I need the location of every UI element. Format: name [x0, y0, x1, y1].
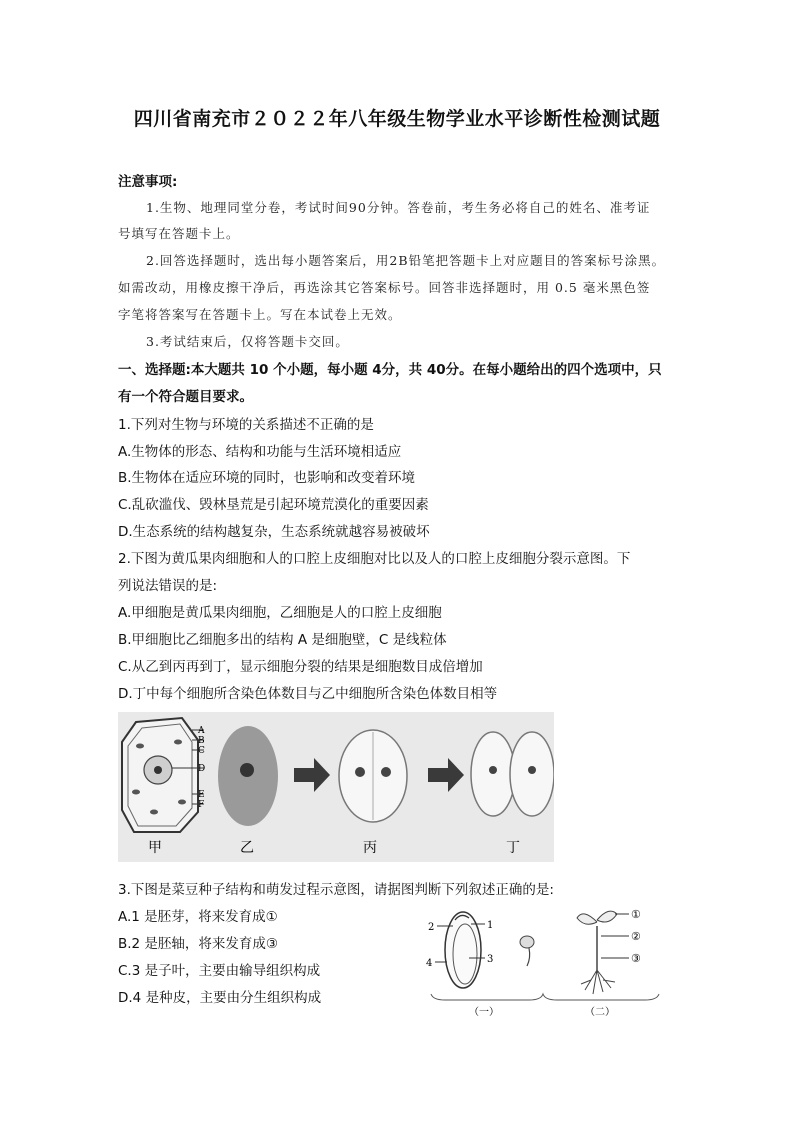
radicle — [527, 948, 530, 966]
question-option: D.生态系统的结构越复杂，生态系统就越容易被破坏 — [118, 524, 430, 540]
caption-ding: 丁 — [506, 840, 520, 856]
caption-jia: 甲 — [148, 840, 162, 856]
caption-1: （一） — [469, 1007, 499, 1018]
question-option: B.生物体在适应环境的同时，也影响和改变着环境 — [118, 470, 416, 486]
question-option: A.甲细胞是黄瓜果肉细胞，乙细胞是人的口腔上皮细胞 — [118, 605, 442, 621]
seed-coat — [445, 912, 481, 988]
chloroplast — [178, 800, 186, 805]
page-title: 四川省南充市２０２２年八年级生物学业水平诊断性检测试题 — [133, 108, 661, 130]
notice-item: 1.生物、地理同堂分卷，考试时间90分钟。答卷前，考生务必将自己的姓名、准考证 — [146, 200, 651, 215]
label-2: 2 — [428, 922, 435, 933]
notice-item: 如需改动，用橡皮擦干净后，再选涂其它答案标号。回答非选择题时，用 0.5 毫米黑色签 — [118, 280, 651, 295]
cell-division-figure — [118, 712, 554, 862]
chloroplast — [150, 810, 158, 815]
label-f: F — [198, 800, 205, 810]
label-circle-1: ① — [631, 908, 641, 921]
nucleus — [489, 766, 497, 774]
question-option: D.4 是种皮，主要由分生组织构成 — [118, 990, 322, 1006]
notice-item: 3.考试结束后，仅将答题卡交回。 — [146, 334, 349, 349]
question-option: B.2 是胚轴，将来发育成③ — [118, 936, 279, 952]
label-c: C — [198, 746, 205, 756]
label-d: D — [198, 764, 206, 774]
nucleus — [355, 767, 365, 777]
roots — [581, 970, 615, 994]
notice-item: 2.回答选择题时，选出每小题答案后，用2B铅笔把答题卡上对应题目的答案标号涂黑。 — [146, 253, 666, 268]
leaf — [577, 914, 597, 924]
sprouting-seed — [520, 936, 534, 948]
question-stem: 1.下列对生物与环境的关系描述不正确的是 — [118, 417, 374, 433]
bean-seed-figure — [425, 898, 670, 1018]
label-1: 1 — [487, 920, 494, 931]
bracket — [431, 994, 659, 1000]
label-b: B — [198, 736, 205, 746]
notice-heading: 注意事项: — [118, 174, 178, 190]
label-circle-3: ③ — [631, 952, 641, 965]
notice-item: 号填写在答题卡上。 — [118, 226, 240, 241]
section-heading: 一、选择题:本大题共 10 个小题，每小题 4分，共 40分。在每小题给出的四个选项中，只 — [118, 362, 662, 378]
section-heading: 有一个符合题目要求。 — [118, 389, 253, 405]
question-stem: 3.下图是菜豆种子结构和萌发过程示意图，请据图判断下列叙述正确的是: — [118, 882, 554, 898]
question-stem: 2.下图为黄瓜果肉细胞和人的口腔上皮细胞对比以及人的口腔上皮细胞分裂示意图。下 — [118, 551, 631, 567]
nucleus — [381, 767, 391, 777]
chloroplast — [136, 744, 144, 749]
chloroplast — [174, 740, 182, 745]
nucleus — [528, 766, 536, 774]
question-option: B.甲细胞比乙细胞多出的结构 A 是细胞壁，C 是线粒体 — [118, 632, 447, 648]
question-option: A.1 是胚芽，将来发育成① — [118, 909, 278, 925]
label-e: E — [198, 790, 205, 800]
animal-cell-nucleus — [240, 763, 254, 777]
caption-yi: 乙 — [240, 840, 254, 856]
label-3: 3 — [487, 954, 494, 965]
leaf — [597, 911, 617, 922]
question-option: A.生物体的形态、结构和功能与生活环境相适应 — [118, 444, 402, 460]
question-option: C.3 是子叶，主要由输导组织构成 — [118, 963, 321, 979]
question-option: D.丁中每个细胞所含染色体数目与乙中细胞所含染色体数目相等 — [118, 686, 498, 702]
label-4: 4 — [426, 958, 433, 969]
nucleolus — [154, 766, 162, 774]
caption-bing: 丙 — [363, 840, 377, 856]
notice-item: 字笔将答案写在答题卡上。写在本试卷上无效。 — [118, 307, 402, 322]
label-circle-2: ② — [631, 930, 641, 943]
caption-2: （二） — [585, 1007, 615, 1018]
question-option: C.从乙到丙再到丁，显示细胞分裂的结果是细胞数目成倍增加 — [118, 659, 483, 675]
label-a: A — [198, 726, 205, 736]
question-stem: 列说法错误的是: — [118, 578, 218, 594]
question-option: C.乱砍滥伐、毁林垦荒是引起环境荒漠化的重要因素 — [118, 497, 429, 513]
chloroplast — [132, 790, 140, 795]
